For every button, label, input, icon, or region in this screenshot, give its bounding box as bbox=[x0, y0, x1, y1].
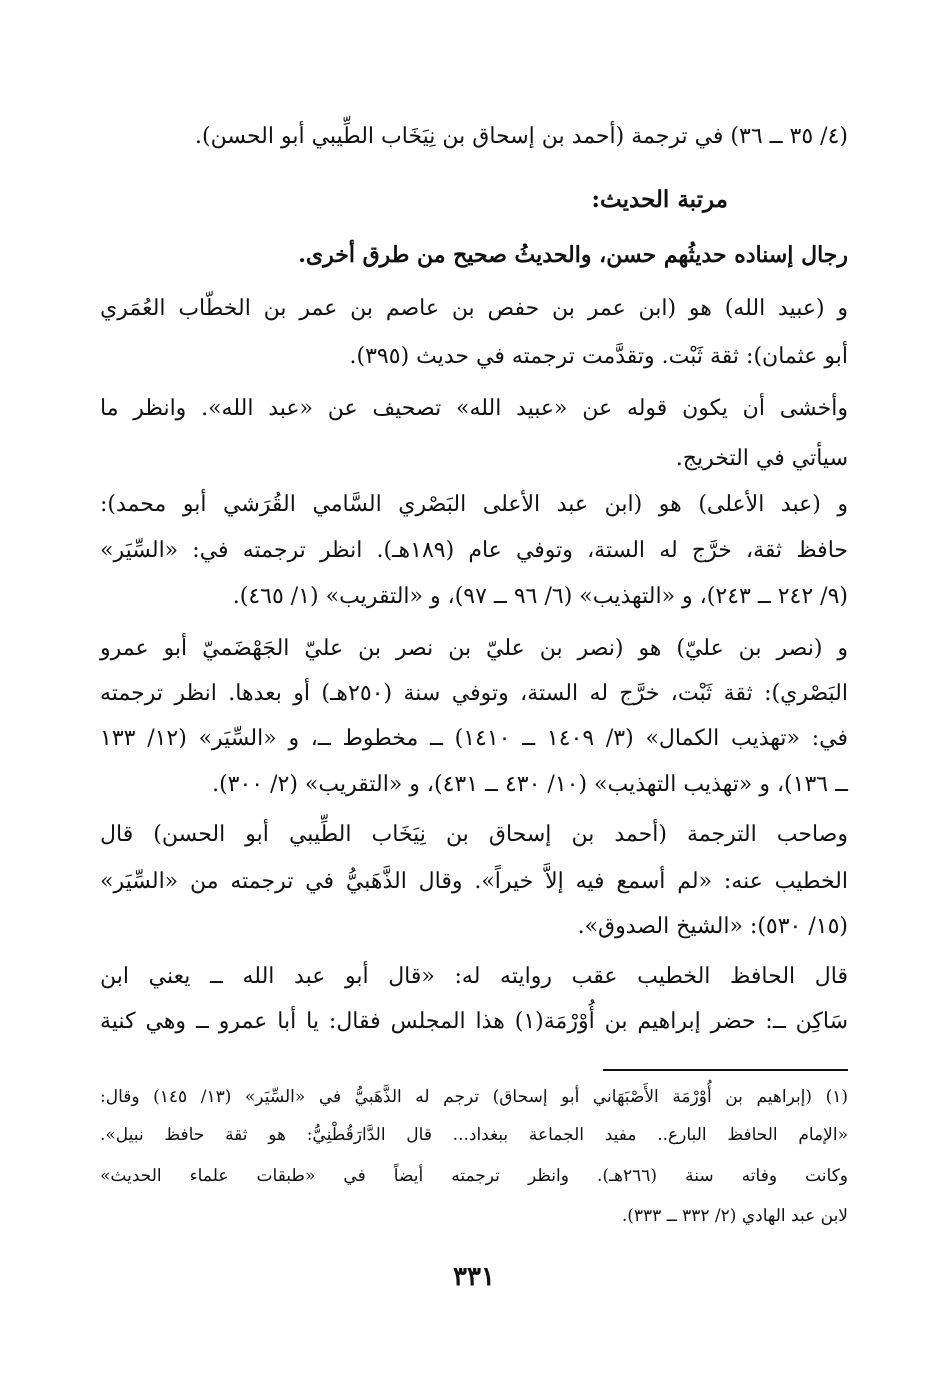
body-line-16: الخطيب عنه: «لم أسمع فيه إلاَّ خيراً». وقال الذَّهَبيُّ في ترجمته من «السِّيَر» bbox=[100, 869, 848, 894]
body-line-11: و (نصر بن عليّ) هو (نصر بن عليّ بن نصر بن عليّ الجَهْضَميّ أبو عمرو bbox=[100, 636, 848, 661]
body-line-12: البَصْري): ثقة ثَبْت، خرَّج له الستة، وتوفي سنة (٢٥٠هـ) أو بعدها. انظر ترجمته bbox=[100, 681, 848, 706]
footnote-line-3: وكانت وفاته سنة (٢٦٦هـ). وانظر ترجمته أيضاً في «طبقات علماء الحديث» bbox=[100, 1166, 848, 1186]
body-line-9: حافظ ثقة، خرَّج له الستة، وتوفي عام (١٨٩هـ). انظر ترجمته في: «السِّيَر» bbox=[100, 538, 848, 563]
page-body bbox=[100, 0, 848, 1375]
body-line-15: وصاحب الترجمة (أحمد بن إسحاق بن نِيَخَاب الطِّيبي أبو الحسن) قال bbox=[100, 822, 848, 847]
section-heading: مرتبة الحديث: bbox=[591, 186, 728, 213]
footnote-line-4: لابن عبد الهادي (٢/ ٣٣٢ ــ ٣٣٣). bbox=[621, 1206, 848, 1226]
body-line-4: و (عبيد الله) هو (ابن عمر بن حفص بن عاصم بن عمر بن الخطّاب العُمَري bbox=[100, 296, 848, 321]
body-line-8: و (عبد الأعلى) هو (ابن عبد الأعلى البَصْري السَّامي القُرَشي أبو محمد): bbox=[100, 492, 848, 517]
page-number: ٣٣١ bbox=[453, 1262, 495, 1292]
body-line-19: سَاكِن ــ: حضر إبراهيم بن أُوْرْمَة(١) هذا المجلس فقال: يا أبا عمرو ــ وهي كنية bbox=[100, 1009, 849, 1034]
body-line-7: سيأتي في التخريج. bbox=[675, 446, 848, 471]
body-line-13: في: «تهذيب الكمال» (٣/ ١٤٠٩ ــ ١٤١٠) ــ مخطوط ــ، و «السِّيَر» (١٢/ ١٣٣ bbox=[100, 726, 849, 751]
footnote-line-2: «الإمام الحافظ البارع.. مفيد الجماعة ببغداد... قال الدَّارَقُطْنِيُّ: هو ثقة حافظ نبيل». bbox=[100, 1125, 848, 1145]
footnote-line-1: (١) (إبراهيم بن أُوْرْمَة الأَصْبَهَاني أبو إسحاق) ترجم له الذَّهَبيُّ في «السِّيَر» (١٣/ ١٤٥) وقال: bbox=[100, 1087, 848, 1107]
body-line-3: رجال إسناده حديثُهم حسن، والحديثُ صحيح من طرق أخرى. bbox=[298, 242, 848, 268]
body-line-17: (١٥/ ٥٣٠): «الشيخ الصدوق». bbox=[577, 914, 848, 939]
body-line-6: وأخشى أن يكون قوله عن «عبيد الله» تصحيف عن «عبد الله». وانظر ما bbox=[100, 396, 848, 421]
body-line-1: (٤/ ٣٥ ــ ٣٦) في ترجمة (أحمد بن إسحاق بن نِيَخَاب الطِّيبي أبو الحسن). bbox=[195, 124, 848, 149]
body-line-18: قال الحافظ الخطيب عقب روايته له: «قال أبو عبد الله ــ يعني ابن bbox=[100, 964, 848, 989]
body-line-5: أبو عثمان): ثقة ثَبْت. وتقدَّمت ترجمته في حديث (٣٩٥). bbox=[349, 344, 848, 369]
footnote-divider bbox=[603, 1069, 848, 1071]
body-line-14: ــ ١٣٦)، و «تهذيب التهذيب» (١٠/ ٤٣٠ ــ ٤٣١)، و «التقريب» (٢/ ٣٠٠). bbox=[212, 772, 848, 797]
body-line-10: (٩/ ٢٤٢ ــ ٢٤٣)، و «التهذيب» (٦/ ٩٦ ــ ٩٧)، و «التقريب» (١/ ٤٦٥). bbox=[232, 584, 848, 609]
